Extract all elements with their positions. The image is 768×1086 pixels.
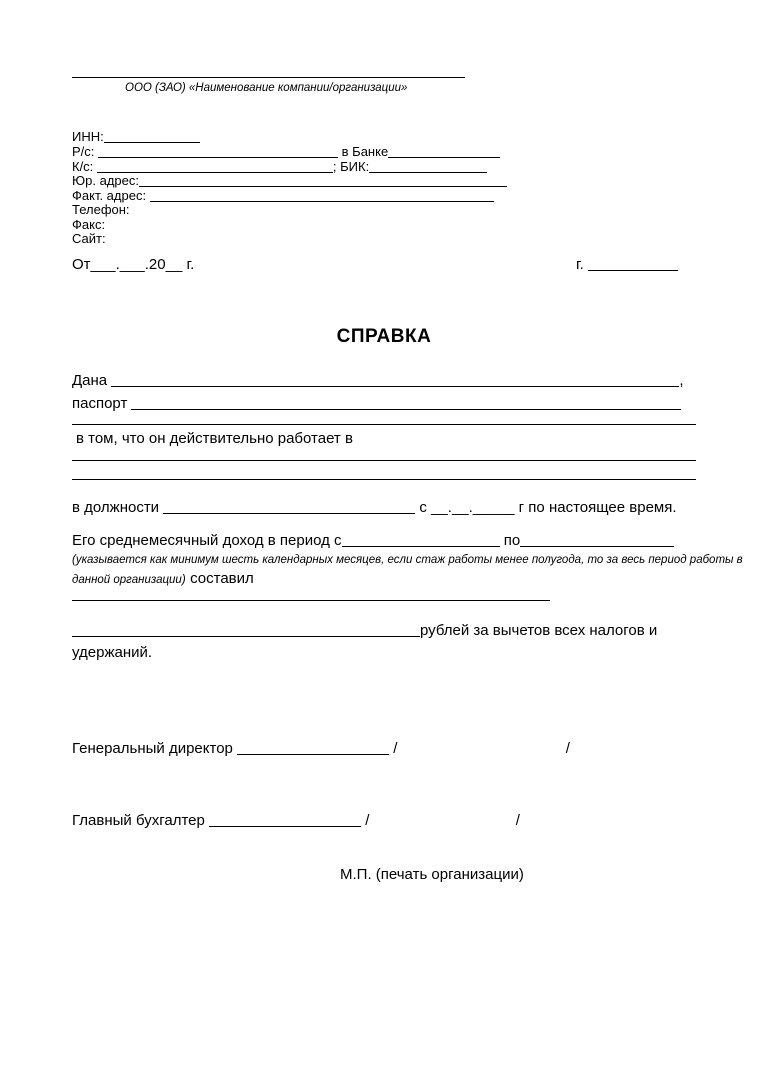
dana-comma: , <box>679 372 684 389</box>
legal-address-field-line <box>139 173 507 187</box>
legal-address-label: Юр. адрес: <box>72 173 139 188</box>
passport-field-line <box>131 396 681 410</box>
fact-address-label: Факт. адрес: <box>72 188 147 203</box>
inn-label: ИНН: <box>72 129 104 144</box>
director-slash-1: / <box>393 740 398 757</box>
dana-row <box>72 372 683 389</box>
position-row <box>72 499 677 516</box>
income-from-field-line <box>342 533 500 547</box>
amount-field-line-1 <box>72 600 550 601</box>
ks-label: К/с: <box>72 159 94 174</box>
passport-row <box>72 395 681 412</box>
site-label: Сайт: <box>72 231 106 246</box>
rubles-tail: рублей за вычетов всех налогов и <box>420 622 658 639</box>
passport-label: паспорт <box>72 395 128 412</box>
rubles-row <box>72 622 657 639</box>
accountant-label: Главный бухгалтер <box>72 812 205 829</box>
company-name-line <box>72 77 465 78</box>
bik-label: ; БИК: <box>332 159 370 174</box>
sostavil-text: составил <box>190 570 254 587</box>
income-note-line2-italic: данной организации) <box>72 574 186 586</box>
bik-field-line <box>369 159 487 173</box>
fill-line-2 <box>72 460 696 461</box>
rubles-tail2: удержаний. <box>72 644 153 661</box>
works-text: в том, что он действительно работает в <box>76 430 353 447</box>
income-row <box>72 532 674 549</box>
date-line: От___.___.20__ г. <box>72 256 195 273</box>
inn-field-line <box>104 129 200 143</box>
income-lead: Его среднемесячный доход в период с <box>72 532 342 549</box>
ks-field-line <box>97 159 333 173</box>
city-field-line <box>588 257 678 271</box>
amount-field-line-2 <box>72 623 420 637</box>
stamp-note: М.П. (печать организации) <box>340 866 524 883</box>
accountant-slash-2: / <box>515 812 520 829</box>
fill-line-3 <box>72 479 696 480</box>
phone-label: Телефон: <box>72 202 130 217</box>
inn-row <box>72 129 200 144</box>
bank-field-line <box>388 144 500 158</box>
director-signature-row <box>72 740 570 757</box>
legal-address-row <box>72 173 507 188</box>
fill-line-1 <box>72 424 696 425</box>
rs-field-line <box>98 144 338 158</box>
accountant-signature-line <box>209 813 361 827</box>
director-name-gap <box>402 752 562 753</box>
rs-label: Р/с: <box>72 144 95 159</box>
accountant-name-gap <box>374 824 512 825</box>
income-to-field-line <box>520 533 674 547</box>
accountant-slash-1: / <box>365 812 370 829</box>
position-label: в должности <box>72 499 160 516</box>
director-label: Генеральный директор <box>72 740 233 757</box>
dana-field-line <box>111 373 679 387</box>
ks-row <box>72 159 487 174</box>
position-field-line <box>163 500 415 514</box>
director-slash-2: / <box>565 740 570 757</box>
income-note-line2 <box>72 570 254 588</box>
income-note-line1: (указывается как минимум шесть календарных месяцев, если стаж работы менее полугода, то за весь период работы в <box>72 554 743 566</box>
fax-label: Факс: <box>72 217 106 232</box>
city-row <box>576 256 678 273</box>
position-tail: с __.__._____ г по настоящее время. <box>419 499 677 516</box>
dana-label: Дана <box>72 372 108 389</box>
fact-address-field-line <box>150 188 494 202</box>
document-title: СПРАВКА <box>336 326 432 347</box>
fact-address-row <box>72 188 494 203</box>
rs-row <box>72 144 500 159</box>
accountant-signature-row <box>72 812 520 829</box>
director-signature-line <box>237 741 389 755</box>
city-label: г. <box>576 256 584 273</box>
company-caption: ООО (ЗАО) «Наименование компании/организации» <box>125 82 408 94</box>
bank-label: в Банке <box>341 144 389 159</box>
income-po: по <box>503 532 521 549</box>
